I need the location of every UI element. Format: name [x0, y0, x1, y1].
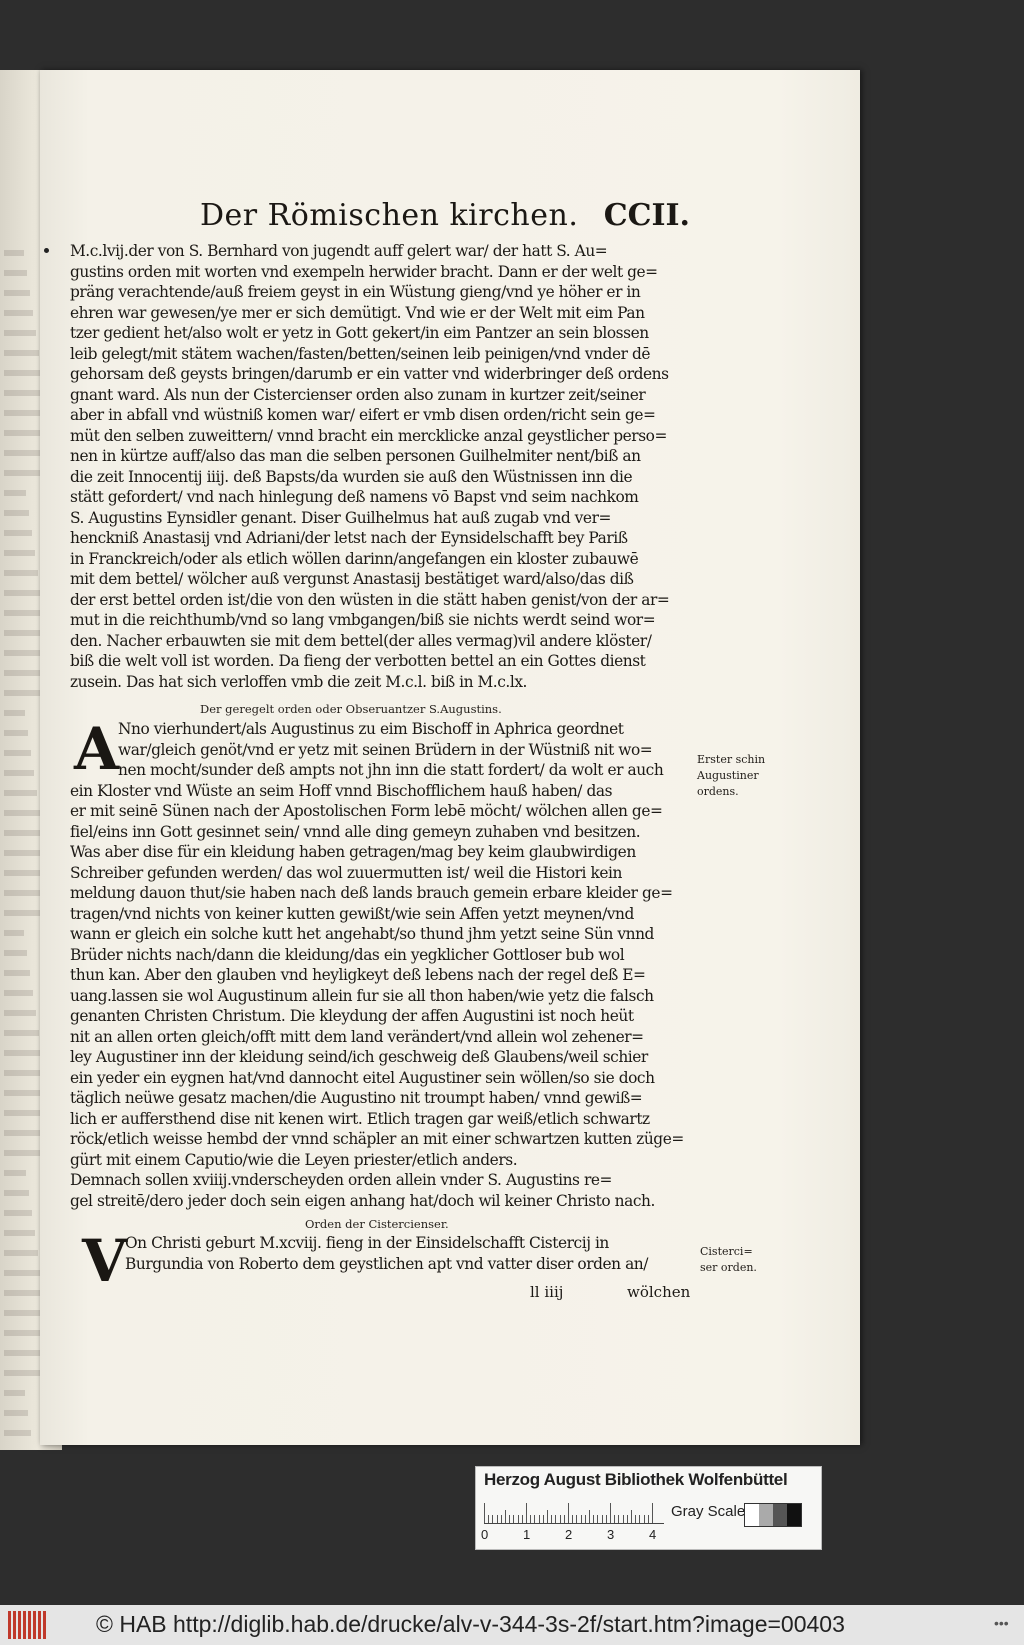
- show-through-line: [4, 310, 33, 316]
- text-line: meldung dauon thut/sie haben nach deß lands brauch gemein erbare kleider ge=: [70, 884, 673, 902]
- section-caption-augustinians: Der geregelt orden oder Obseruantzer S.Augustins.: [200, 702, 502, 716]
- text-line: der erst bettel orden ist/die von den wüsten in die stätt haben genist/von der ar=: [70, 590, 670, 609]
- ruler-tick: [492, 1515, 493, 1523]
- show-through-line: [4, 1170, 26, 1176]
- text-line: ehren war gewesen/ye mer er sich demütigt. Vnd wie er der Welt mit eim Pan: [70, 303, 645, 322]
- text-line: Was aber dise für ein kleidung haben getragen/mag bey keim glaubwirdigen: [70, 843, 636, 861]
- ruler-tick: [513, 1515, 514, 1523]
- ruler-tick: [534, 1515, 535, 1523]
- text-line: gehorsam deß geysts bringen/darumb er ein vatter vnd widerbringer deß ordens: [70, 365, 669, 383]
- show-through-line: [4, 330, 36, 336]
- text-line: er mit seinē Sünen nach der Apostolischen Form lebē möcht/ wölchen allen ge=: [70, 802, 663, 820]
- running-head: [200, 198, 690, 238]
- show-through-line: [4, 1290, 44, 1296]
- text-line: in Franckreich/oder als etlich wöllen darinn/angefangen ein kloster zubauwē: [70, 549, 639, 568]
- ruler-tick: [497, 1515, 498, 1523]
- text-line: gnant ward. Als nun der Cistercienser orden also zunam in kurtzer zeit/seiner: [70, 385, 646, 404]
- paragraph-1: [70, 241, 690, 692]
- text-line: ein Kloster vnd Wüste an seim Hoff vnnd Bischofflichem hauß haben/ das: [70, 781, 613, 800]
- text-line: Demnach sollen xviiij.vnderscheyden orden allein vnder S. Augustins re=: [70, 1171, 612, 1189]
- text-line: genanten Christen Christum. Die kleydung der affen Augustini ist noch heüt: [70, 1007, 634, 1025]
- show-through-line: [4, 730, 28, 736]
- show-through-line: [4, 1010, 36, 1016]
- text-line: röck/etlich weisse hembd der vnnd schäpler an mit einer schwartzen kutten züge=: [70, 1130, 684, 1148]
- ruler-tick: [644, 1515, 645, 1523]
- margin-note-cistercienser: Cisterci= ser orden.: [700, 1245, 757, 1274]
- text-line: nen mocht/sunder deß ampts not jhn inn die statt fordert/ da wolt er auch: [118, 761, 664, 779]
- text-line: gustins orden mit worten vnd exempeln herwider bracht. Dann er der welt ge=: [70, 262, 658, 281]
- ruler-tick: [602, 1515, 603, 1523]
- ruler-tick: [543, 1515, 544, 1523]
- text-line: müt den selben zuweittern/ vnnd bracht ein mercklicke anzal geystlicher perso=: [70, 426, 667, 445]
- text-line: täglich neüwe gesatz machen/die Augustino nit troumpt haben/ vnnd gewiß=: [70, 1089, 643, 1107]
- signature-mark: ll iiij: [530, 1283, 564, 1301]
- text-line: ley Augustiner inn der kleidung seind/ich geschweig deß Glaubens/weil schier: [70, 1048, 648, 1066]
- ruler-tick: [564, 1515, 565, 1523]
- ruler-scale: [484, 1501, 664, 1524]
- show-through-line: [4, 950, 27, 956]
- ruler-tick: [593, 1515, 594, 1523]
- text-line: uang.lassen sie wol Augustinum allein fur sie all thon haben/wie yetz die falsch: [70, 986, 654, 1005]
- show-through-line: [4, 570, 38, 576]
- text-line: S. Augustins Eynsidler genant. Diser Guilhelmus hat auß zugab vnd ver=: [70, 508, 611, 527]
- show-through-line: [4, 250, 24, 256]
- ruler-numbers: [481, 1527, 684, 1545]
- ruler-tick: [648, 1515, 649, 1523]
- text-line: stätt gefordert/ vnd nach hinlegung deß namens vō Bapst vnd seim nachkom: [70, 488, 639, 506]
- text-line: die zeit Innocentij iiij. deß Bapsts/da wurden sie auß den Wüstnissen inn die: [70, 467, 633, 486]
- ruler-tick: [606, 1515, 607, 1523]
- show-through-line: [4, 1050, 42, 1056]
- text-line: zusein. Das hat sich verloffen vmb die zeit M.c.l. biß in M.c.lx.: [70, 672, 527, 691]
- text-line: lich er auffersthend dise nit kenen wirt. Etlich tragen gar weiß/etlich schwartz: [70, 1109, 650, 1128]
- ruler-tick: [547, 1510, 548, 1523]
- ruler-tick: [560, 1515, 561, 1523]
- text-line: gel streitē/dero jeder doch sein eigen anhang hat/doch wil keiner Christo nach.: [70, 1191, 655, 1210]
- running-title: Der Römischen kirchen.: [200, 198, 579, 233]
- ruler-tick: [597, 1515, 598, 1523]
- ruler-tick: [526, 1503, 527, 1523]
- show-through-line: [4, 350, 39, 356]
- library-name: Herzog August Bibliothek Wolfenbüttel: [484, 1470, 788, 1489]
- ruler-tick: [585, 1515, 586, 1523]
- show-through-line: [4, 270, 27, 276]
- hab-logo-icon: [8, 1611, 48, 1639]
- show-through-line: [4, 610, 44, 616]
- text-line: biß die welt voll ist worden. Da fieng der verbotten bettel an ein Gottes dienst: [70, 652, 646, 670]
- margin-bullet: [44, 248, 49, 253]
- text-line: Schreiber gefunden werden/ das wol zuuermutten ist/ weil die Histori kein: [70, 863, 622, 882]
- ruler-tick: [589, 1510, 590, 1523]
- ruler-number: 3: [607, 1527, 615, 1542]
- ruler-tick: [518, 1515, 519, 1523]
- show-through-line: [4, 1410, 28, 1416]
- margin-note-augustiner: Erster schin Augustiner ordens.: [697, 753, 766, 798]
- show-through-line: [4, 790, 37, 796]
- ruler-number: 1: [523, 1527, 531, 1542]
- show-through-line: [4, 1070, 45, 1076]
- text-line: den. Nacher erbauwten sie mit dem bettel(der alles vermag)vil andere klöster/: [70, 631, 652, 650]
- ruler-tick: [551, 1515, 552, 1523]
- show-through-line: [4, 550, 35, 556]
- ruler-tick: [488, 1515, 489, 1523]
- ruler-tick: [568, 1503, 569, 1523]
- ruler-tick: [631, 1510, 632, 1523]
- text-line: war/gleich genöt/vnd er yetz mit seinen Brüdern in der Wüstniß nit wo=: [118, 740, 653, 759]
- ruler-tick: [635, 1515, 636, 1523]
- ruler-tick: [539, 1515, 540, 1523]
- show-through-line: [4, 290, 30, 296]
- show-through-line: [4, 710, 25, 716]
- text-line: tragen/vnd nichts von keiner kutten gewißt/wie sein Affen yetzt meynen/vnd: [70, 904, 634, 923]
- ruler-tick: [581, 1515, 582, 1523]
- show-through-line: [4, 510, 29, 516]
- text-line: thun kan. Aber den glauben vnd heyligkeyt deß lebens nach der regel deß E=: [70, 966, 646, 984]
- ruler-tick: [610, 1503, 611, 1523]
- text-line: fiel/eins inn Gott gesinnet sein/ vnnd alle ding gemeyn zuhaben vnd besitzen.: [70, 822, 641, 841]
- ruler-tick: [614, 1515, 615, 1523]
- show-through-line: [4, 830, 43, 836]
- show-through-line: [4, 1430, 31, 1436]
- gray-scale-swatches: [744, 1503, 802, 1527]
- text-line: mut in die reichthumb/vnd so lang vmbgangen/biß sie nichts werdt seind wor=: [70, 611, 656, 629]
- ruler-tick: [505, 1510, 506, 1523]
- show-through-line: [4, 810, 40, 816]
- folio-number: CCII.: [603, 198, 690, 233]
- show-through-line: [4, 1270, 41, 1276]
- paragraph-3: [125, 1233, 690, 1274]
- text-line: wann er gleich ein solche kutt het angehabt/so thund jhm yetzt seine Sün vnnd: [70, 925, 654, 943]
- text-line: leib gelegt/mit stätem wachen/fasten/betten/seinen leib peinigen/vnd vnder dē: [70, 344, 651, 363]
- show-through-line: [4, 1250, 38, 1256]
- text-line: gürt mit einem Caputio/wie die Leyen priester/etlich anders.: [70, 1150, 518, 1169]
- show-through-line: [4, 530, 32, 536]
- drop-initial-v: V: [82, 1227, 128, 1295]
- show-through-line: [4, 770, 34, 776]
- show-through-line: [4, 930, 24, 936]
- text-line: tzer gedient het/also wolt er yetz in Gott gekert/in eim Pantzer an sein blossen: [70, 324, 649, 342]
- catchword: wölchen: [627, 1283, 691, 1301]
- ruler-tick: [618, 1515, 619, 1523]
- section-caption-cistercians: Orden der Cistercienser.: [305, 1217, 449, 1231]
- show-through-line: [4, 1210, 32, 1216]
- ruler-tick: [652, 1503, 653, 1523]
- more-options-icon[interactable]: •••: [994, 1615, 1009, 1631]
- text-line: ein yeder ein eygnen hat/vnd dannocht eitel Augustiner sein wöllen/so sie doch: [70, 1068, 655, 1087]
- ruler-tick: [484, 1503, 485, 1523]
- ruler-tick: [623, 1515, 624, 1523]
- ruler-tick: [522, 1515, 523, 1523]
- show-through-line: [4, 490, 26, 496]
- show-through-line: [4, 1030, 39, 1036]
- text-line: Brüder nichts nach/dann die kleidung/das ein yegklicher Gottloser bub wol: [70, 945, 625, 964]
- text-line: mit dem bettel/ wölcher auß vergunst Anastasij bestätiget ward/also/das diß: [70, 570, 634, 588]
- show-through-line: [4, 970, 30, 976]
- show-through-line: [4, 590, 41, 596]
- drop-initial-a: A: [74, 715, 120, 783]
- ruler-number: 2: [565, 1527, 573, 1542]
- show-through-line: [4, 370, 42, 376]
- text-line: henckniß Anastasij vnd Adriani/der letst nach der Eynsidelschafft bey Pariß: [70, 529, 628, 547]
- ruler-tick: [572, 1515, 573, 1523]
- text-line: M.c.lvij.der von S. Bernhard von jugendt auff gelert war/ der hatt S. Au=: [70, 242, 608, 260]
- ruler-tick: [501, 1515, 502, 1523]
- ruler-tick: [530, 1515, 531, 1523]
- text-line: präng verachtende/auß freiem geyst in ein Wüstung gieng/vnd ye höher er in: [70, 283, 641, 301]
- show-through-line: [4, 1230, 35, 1236]
- text-line: nit an allen orten gleich/offt mitt dem land verändert/vnd allein wol zehener=: [70, 1027, 644, 1046]
- text-line: Burgundia von Roberto dem geystlichen apt vnd vatter diser orden an/: [125, 1254, 648, 1273]
- show-through-line: [4, 390, 45, 396]
- paragraph-2: [70, 715, 690, 1211]
- ruler-number: 0: [481, 1527, 489, 1542]
- text-line: Nno vierhundert/als Augustinus zu eim Bischoff in Aphrica geordnet: [118, 720, 624, 738]
- ruler-tick: [627, 1515, 628, 1523]
- ruler-number: 4: [649, 1527, 657, 1542]
- page-url-link[interactable]: © HAB http://diglib.hab.de/drucke/alv-v-344-3s-2f/start.htm?image=00403: [96, 1611, 845, 1637]
- show-through-line: [4, 750, 31, 756]
- text-line: aber in abfall vnd wüstniß komen war/ eifert er vmb disen orden/richt sein ge=: [70, 406, 656, 424]
- ruler-tick: [509, 1515, 510, 1523]
- ruler-tick: [576, 1515, 577, 1523]
- show-through-line: [4, 1190, 29, 1196]
- ruler-tick: [639, 1515, 640, 1523]
- ruler-tick: [555, 1515, 556, 1523]
- show-through-line: [4, 990, 33, 996]
- text-line: On Christi geburt M.xcviij. fieng in der Einsidelschafft Cistercij in: [125, 1234, 609, 1252]
- gray-scale-label: Gray Scale: [671, 1503, 746, 1520]
- color-reference-card: [475, 1466, 822, 1550]
- show-through-line: [4, 1390, 25, 1396]
- viewer-footer: [0, 1605, 1024, 1645]
- text-line: nen in kürtze auff/also das man die selben personen Guilhelmiter nent/biß an: [70, 447, 641, 465]
